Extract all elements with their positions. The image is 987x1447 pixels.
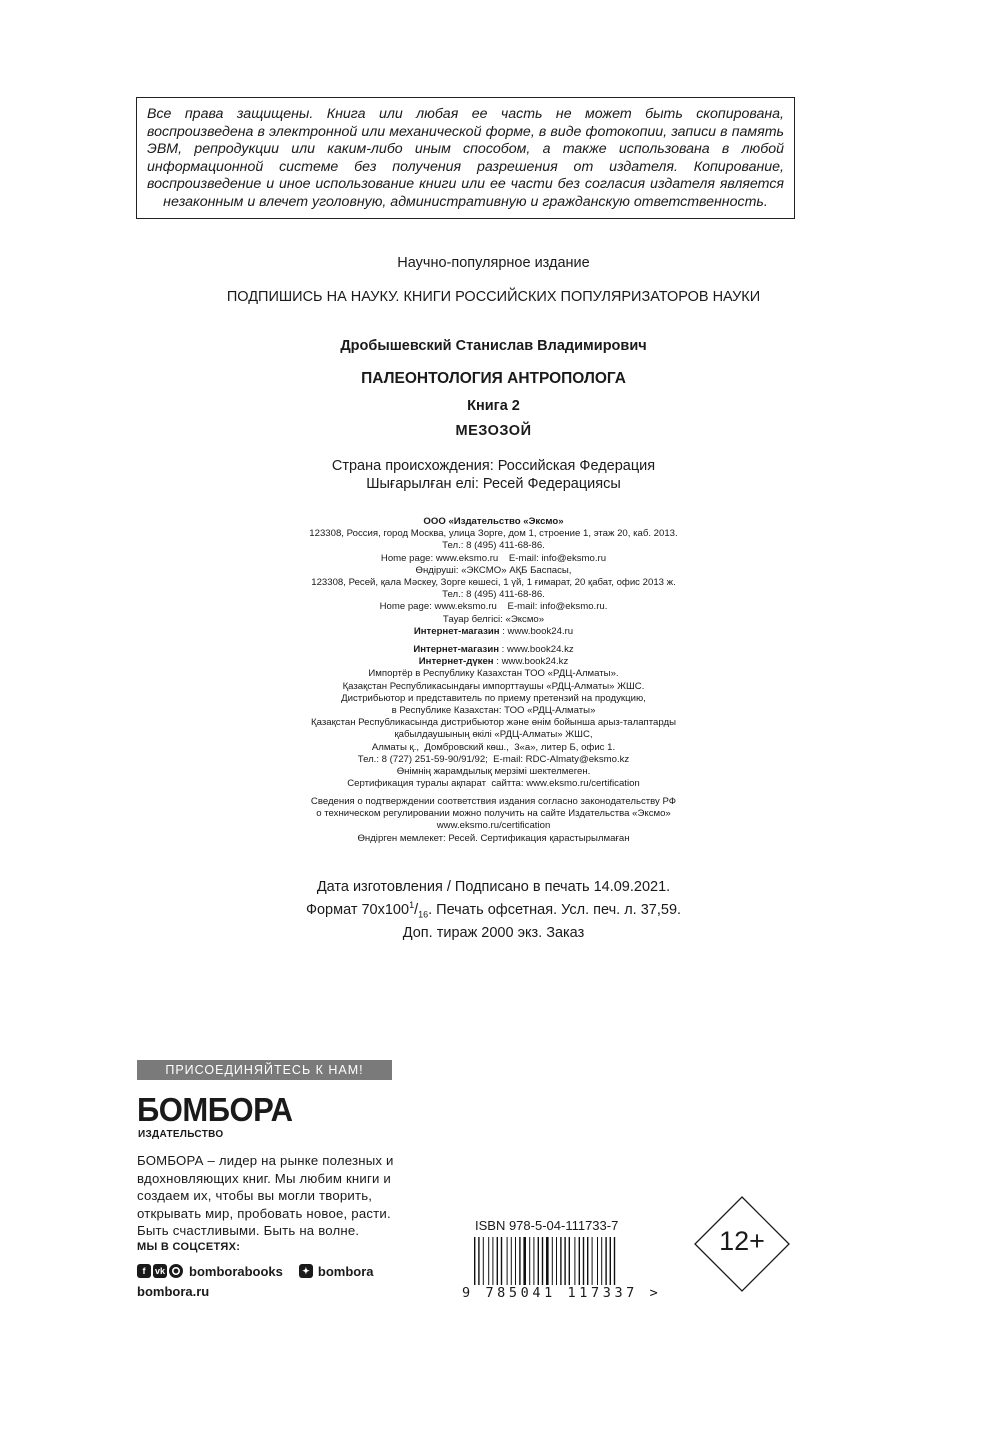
instagram-icon[interactable] [169, 1264, 183, 1278]
join-us-banner: ПРИСОЕДИНЯЙТЕСЬ К НАМ! [137, 1060, 392, 1080]
barcode-bar [614, 1237, 615, 1285]
barcode-bar [579, 1237, 580, 1285]
trademark: Тауар белгісі: «Эксмо» [442, 613, 545, 625]
bombora-logo-subtitle: ИЗДАТЕЛЬСТВО [138, 1129, 224, 1140]
barcode-bar [529, 1237, 530, 1285]
kz-distribution-block [0, 644, 987, 790]
barcode-bar [592, 1237, 593, 1285]
barcode-bar [507, 1237, 508, 1285]
barcode-bar [515, 1237, 516, 1285]
social-handle-1[interactable]: bomborabooks [189, 1263, 283, 1279]
barcode-bar [542, 1237, 543, 1285]
social-title: МЫ В СОЦСЕТЯХ: [137, 1241, 241, 1253]
kz-line: Қазақстан Республикасындағы импорттаушы «РДЦ-Алматы» ЖШС. [342, 680, 645, 692]
kz-line: Дистрибьютор и представитель по приему претензий на продукцию, [341, 692, 646, 704]
kz-line: Тел.: 8 (727) 251-59-90/91/92; E-mail: RDC-Almaty@eksmo.kz [357, 753, 630, 765]
print-run: Доп. тираж 2000 экз. Заказ [402, 924, 585, 941]
barcode-bar [519, 1237, 520, 1285]
barcode-bar [587, 1237, 588, 1285]
book-number: Книга 2 [467, 398, 520, 414]
publisher-phone: Тел.: 8 (495) 411-68-86. [442, 540, 545, 552]
online-shop-label: Интернет-магазин [413, 625, 500, 637]
format-prefix: Формат 70x100 [305, 901, 410, 918]
bombora-about: БОМБОРА – лидер на рынке полезных и вдохновляющих книг. Мы любим книги и создаем их, чтобы вы могли творить, открывать мир, пробовать новое, расти. Быть счастливыми. Быть на волне. [137, 1153, 394, 1238]
kz-line: Сертификация туралы ақпарат сайтта: www.eksmo.ru/certification [347, 778, 640, 790]
barcode-bar [478, 1237, 479, 1285]
kz-line: Қазақстан Республикасында дистрибьютор және өнім бойынша арыз-талаптарды [311, 717, 676, 729]
barcode-bar [560, 1237, 561, 1285]
online-shop-kz2 [0, 656, 987, 668]
online-shop-kz2-label: Интернет-дүкен [418, 656, 494, 668]
kz-line: Алматы қ., Домбровский көш., 3«а», литер Б, офис 1. [371, 741, 616, 753]
author-name: Дробышевский Станислав Владимирович [340, 338, 647, 354]
cert-line: www.eksmo.ru/certification [436, 820, 551, 832]
age-rating: 12+ [719, 1226, 765, 1256]
bombora-logo: БОМБОРА [137, 1090, 293, 1129]
publisher-kz-web: Home page: www.eksmo.ru E-mail: info@eksmo.ru. [379, 601, 608, 613]
barcode-bar [533, 1237, 534, 1285]
barcode-bar [601, 1237, 602, 1285]
book-subtitle: МЕЗОЗОЙ [455, 423, 532, 439]
online-shop-ru [0, 626, 987, 638]
copyright-notice-text: Все права защищены. Книга или любая ее часть не может быть скопирована, воспроизведена в электронной или механической форме, в виде фотокопии, записи в память ЭВМ, репродукции или каким-либо иным способом, а также использована в любой информационной системе без получения разрешения от издателя. Копирование, воспроизведение и иное использование книги или ее части без согласия издателя является незаконным и влечет уголовную, административную и гражданскую ответственность. [147, 106, 784, 210]
barcode-bar [610, 1237, 611, 1285]
kz-line: Импортёр в Республику Казахстан ТОО «РДЦ-Алматы». [368, 668, 619, 680]
online-shop-kz2-url: : www.book24.kz [493, 656, 569, 668]
barcode [474, 1237, 624, 1285]
print-date: Дата изготовления / Подписано в печать 14.09.2021. [316, 879, 671, 895]
cert-line: Өндірген мемлекет: Ресей. Сертификация қарастырылмаған [357, 832, 630, 844]
barcode-bar [488, 1237, 489, 1285]
bombora-site-link[interactable]: bombora.ru [137, 1284, 210, 1299]
format-sup: 1 [409, 900, 415, 910]
barcode-bar [483, 1237, 484, 1285]
certification-block [0, 796, 987, 845]
barcode-bar [497, 1237, 498, 1285]
barcode-digits: 9 785041 117337 > [462, 1285, 662, 1301]
publisher-block [0, 516, 987, 638]
barcode-bar [552, 1237, 553, 1285]
barcode-bar [492, 1237, 493, 1285]
cert-line: о техническом регулировании можно получить на сайте Издательства «Эксмо» [316, 808, 671, 820]
online-shop-kz [0, 644, 987, 656]
kz-line: в Республике Казахстан: ТОО «РДЦ-Алматы» [391, 705, 596, 717]
print-format: Формат $70x100^1/_{16}$. Печать офсетная. Усл. печ. л. 37,59. [305, 900, 682, 920]
imprint-block [0, 878, 987, 942]
facebook-icon[interactable]: f [137, 1264, 151, 1278]
barcode-bar [583, 1237, 584, 1285]
online-shop-url: : www.book24.ru [499, 625, 574, 637]
online-shop-kz-url: : www.book24.kz [499, 644, 574, 655]
edition-type: Научно-популярное издание [397, 255, 590, 271]
publisher-web: Home page: www.eksmo.ru E-mail: info@eksmo.ru [380, 552, 607, 564]
publisher-name: ООО «Издательство «Эксмо» [423, 516, 564, 527]
series-title: ПОДПИШИСЬ НА НАУКУ. КНИГИ РОССИЙСКИХ ПОПУЛЯРИЗАТОРОВ НАУКИ [226, 289, 761, 305]
barcode-bar [605, 1237, 606, 1285]
publisher-kz-maker: Өндіруші: «ЭКСМО» АҚБ Баспасы, [415, 564, 572, 576]
barcode-bar [546, 1237, 549, 1285]
barcode-bar [569, 1237, 570, 1285]
isbn-text: ISBN 978-5-04-111733-7 [475, 1218, 619, 1233]
barcode-bar [523, 1237, 526, 1285]
barcode-bar [556, 1237, 557, 1285]
barcode-bar [597, 1237, 598, 1285]
kz-line: Өнімнің жарамдылық мерзімі шектелмеген. [396, 766, 591, 778]
cert-line: Сведения о подтверждении соответствия издания согласно законодательству РФ [310, 796, 677, 807]
country-of-origin-ru: Страна происхождения: Российская Федерация [331, 458, 656, 474]
barcode-bar [511, 1237, 512, 1285]
publisher-kz-address: 123308, Ресей, қала Мәскеу, Зорге көшесі, 1 үй, 1 ғимарат, 20 қабат, офис 2013 ж. [311, 577, 676, 589]
format-sub: 16 [418, 909, 429, 920]
copyright-notice-box [136, 97, 795, 219]
barcode-bar [501, 1237, 502, 1285]
barcode-bar [564, 1237, 565, 1285]
barcode-bar [538, 1237, 539, 1285]
social-row [137, 1262, 374, 1280]
publisher-address: 123308, Россия, город Москва, улица Зорге, дом 1, строение 1, этаж 20, каб. 2013. [309, 528, 678, 540]
kz-line: қабылдаушының өкілі «РДЦ-Алматы» ЖШС, [394, 729, 593, 741]
book-title: ПАЛЕОНТОЛОГИЯ АНТРОПОЛОГА [361, 370, 626, 387]
barcode-bar [474, 1237, 475, 1285]
vk-icon[interactable]: vk [154, 1266, 165, 1276]
online-shop-kz-label: Интернет-магазин [413, 644, 500, 655]
zen-icon[interactable]: ✦ [299, 1264, 313, 1278]
country-of-origin-kz: Шығарылған елі: Ресей Федерациясы [366, 476, 621, 492]
publisher-kz-phone: Тел.: 8 (495) 411-68-86. [442, 589, 545, 601]
barcode-bar [574, 1237, 575, 1285]
format-suffix: . Печать офсетная. Усл. печ. л. 37,59. [428, 901, 682, 918]
social-handle-2[interactable]: bombora [317, 1263, 374, 1279]
